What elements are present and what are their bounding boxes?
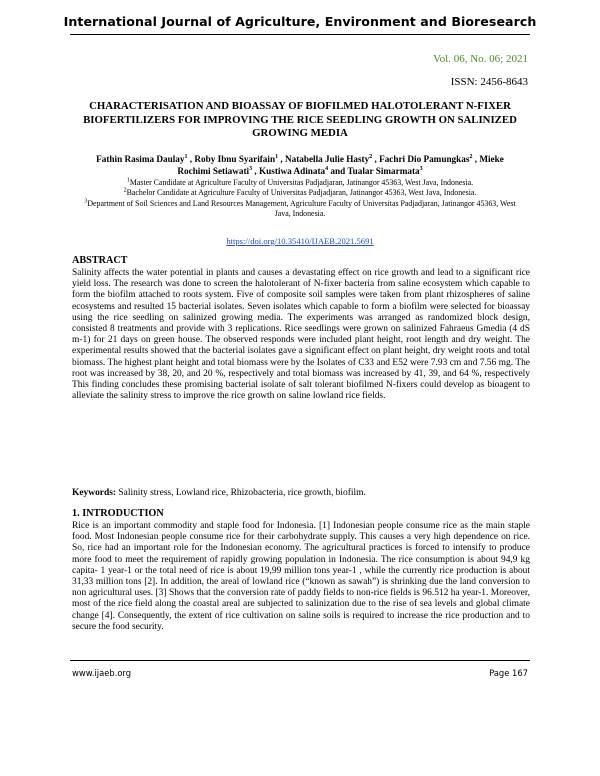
author-name: Kustiwa Adinata <box>259 165 326 176</box>
keywords <box>72 488 530 499</box>
affiliation-line <box>80 188 520 198</box>
introduction-text: Rice is an important commodity and staple food for Indonesia. [1] Indonesian people consume rice as the main staple food. Most Indonesian people consume rice for their carbohydrate supply. This causes a very high dependence on rice. So, rice had an important role for the Indonesian economy. The agricultural practices is forced to intensify to produce more food to meet the requirement of rapidly growing population in Indonesia. The rice consumption is about 94,9 kg capita- 1 year-1 or the total need of rice is about 19,99 million tons year-1 , while the currently rice production is about 31,33 million tons [2]. In addition, the areal of lowland rice (“known as sawah”) is shrinking due the land conversion to non agricultural uses. [3] Shows that the conversion rate of paddy fields to non-rice fields is 96.512 ha year-1. Moreover, most of the rice field along the coastal areal are subjected to salinization due to the rise of sea levels and global climate change [4]. Consequently, the extent of rice cultivation on saline soils is required to increase the rice production and to secure the food security. <box>72 521 530 632</box>
author-list: Fathin Rasima Daulay$^1$ , Roby Ibnu Syarifain$^1$ , Natabella Julie Hasty$^2$ , Fachri Dio Pamungkas$^2$ , Mieke Rochimi Setiawati$^3$ , Kustiwa Adinata$^4$ and Tualar Simarmata$^3$ <box>96 153 504 176</box>
affiliation-line <box>80 178 520 188</box>
affiliation-text: Master Candidate at Agriculture Faculty of Universitas Padjadjaran, Jatinangor 45363, West Java, Indonesia. <box>129 178 474 187</box>
affiliation-line <box>80 199 520 220</box>
issn: ISSN: 2456-8643 <box>450 76 528 88</box>
author-affiliation-mark: 2 <box>469 153 473 160</box>
author-affiliation-mark: 3 <box>249 165 253 172</box>
affiliation-list <box>80 178 520 220</box>
header-rule <box>70 34 530 35</box>
author-affiliation-mark: 4 <box>325 165 329 172</box>
author-affiliation-mark: 2 <box>369 153 373 160</box>
author-affiliation-mark: 3 <box>419 165 423 172</box>
introduction-heading: 1. INTRODUCTION <box>72 508 164 519</box>
author-name: Natabella Julie Hasty <box>284 154 370 164</box>
keywords-text: Salinity stress, Lowland rice, Rhizobacteria, rice growth, biofilm. <box>118 488 366 498</box>
keywords-label: Keywords: <box>72 488 117 498</box>
footer-rule <box>70 660 530 661</box>
author-name: Mieke Rochimi Setiawati <box>177 154 504 176</box>
footer-website[interactable]: www.ijaeb.org <box>72 668 132 678</box>
abstract-heading: ABSTRACT <box>72 255 128 266</box>
author-name: Fathin Rasima Daulay <box>96 154 185 164</box>
doi-link[interactable]: https://doi.org/10.35410/IJAEB.2021.5691 <box>226 236 374 246</box>
abstract-text: Salinity affects the water potential in plants and causes a devastating effect on rice growth and lead to a significant rice yield loss. The research was done to screen the halotolerant of N-fixer bacteria from saline ecosystem which capable to form the biofilm attached to roots system. Five of composite soil samples were taken from plant rhizospheres of saline ecosystems and resulted 15 bacterial isolates. Seven isolates which capable to form a biofilm were selected for bioassay using the rice seedling on salinized growing media. The experiments was arranged as randomized block design, consisted 8 treatments and provide with 3 replications. Rice seedlings were grown on salinized Fahraeus Gmedia (4 dS m-1) for 21 days on green house. The observed responds were included plant height, root length and dry weight. The experimental results showed that the bacterial isolates gave a significant effect on plant height, dry weight roots and total biomass. The highest plant height and total biomass were by the Isolates of C33 and E52 were 7.93 cm and 7.56 mg. The root was increased by 38, 20, and 20 %, respectively and total biomass was increased by 41, 39, and 64 %, respectively This finding concludes these promising bacterial isolate of salt tolerant biofilmed N-fixers could develop as bioagent to alleviate the salinity stress to improve the rice growth on saline lowland rice fields. <box>72 268 530 402</box>
affiliation-text: Department of Soil Sciences and Land Resources Management, Agriculture Faculty of Universitas Padjadjaran, Jatinangor 45363, West Java, Indonesia. <box>87 198 516 219</box>
author-name: Roby Ibnu Syarifain <box>194 154 276 164</box>
author-affiliation-mark: 1 <box>275 153 279 160</box>
article-title: CHARACTERISATION AND BIOASSAY OF BIOFILMED HALOTOLERANT N-FIXER BIOFERTILIZERS FOR IMPROVING THE RICE SEEDLING GROWTH ON SALINIZED GROWING MEDIA <box>83 100 517 139</box>
author-affiliation-mark: 1 <box>184 153 188 160</box>
affiliation-number: 3 <box>84 198 88 205</box>
footer-page-number: Page 167 <box>489 668 528 678</box>
volume-info: Vol. 06, No. 06; 2021 <box>433 53 528 65</box>
author-name: Fachri Dio Pamungkas <box>379 154 470 164</box>
affiliation-number: 1 <box>126 177 130 184</box>
journal-title: International Journal of Agriculture, Environment and Bioresearch <box>63 14 537 29</box>
author-name: Tualar Simarmata <box>347 165 420 176</box>
affiliation-text: Bachelor Candidate at Agriculture Faculty of Universitas Padjadjaran, Jatinangor 45363, West Java, Indonesia. <box>126 188 477 198</box>
affiliation-number: 2 <box>123 187 127 194</box>
